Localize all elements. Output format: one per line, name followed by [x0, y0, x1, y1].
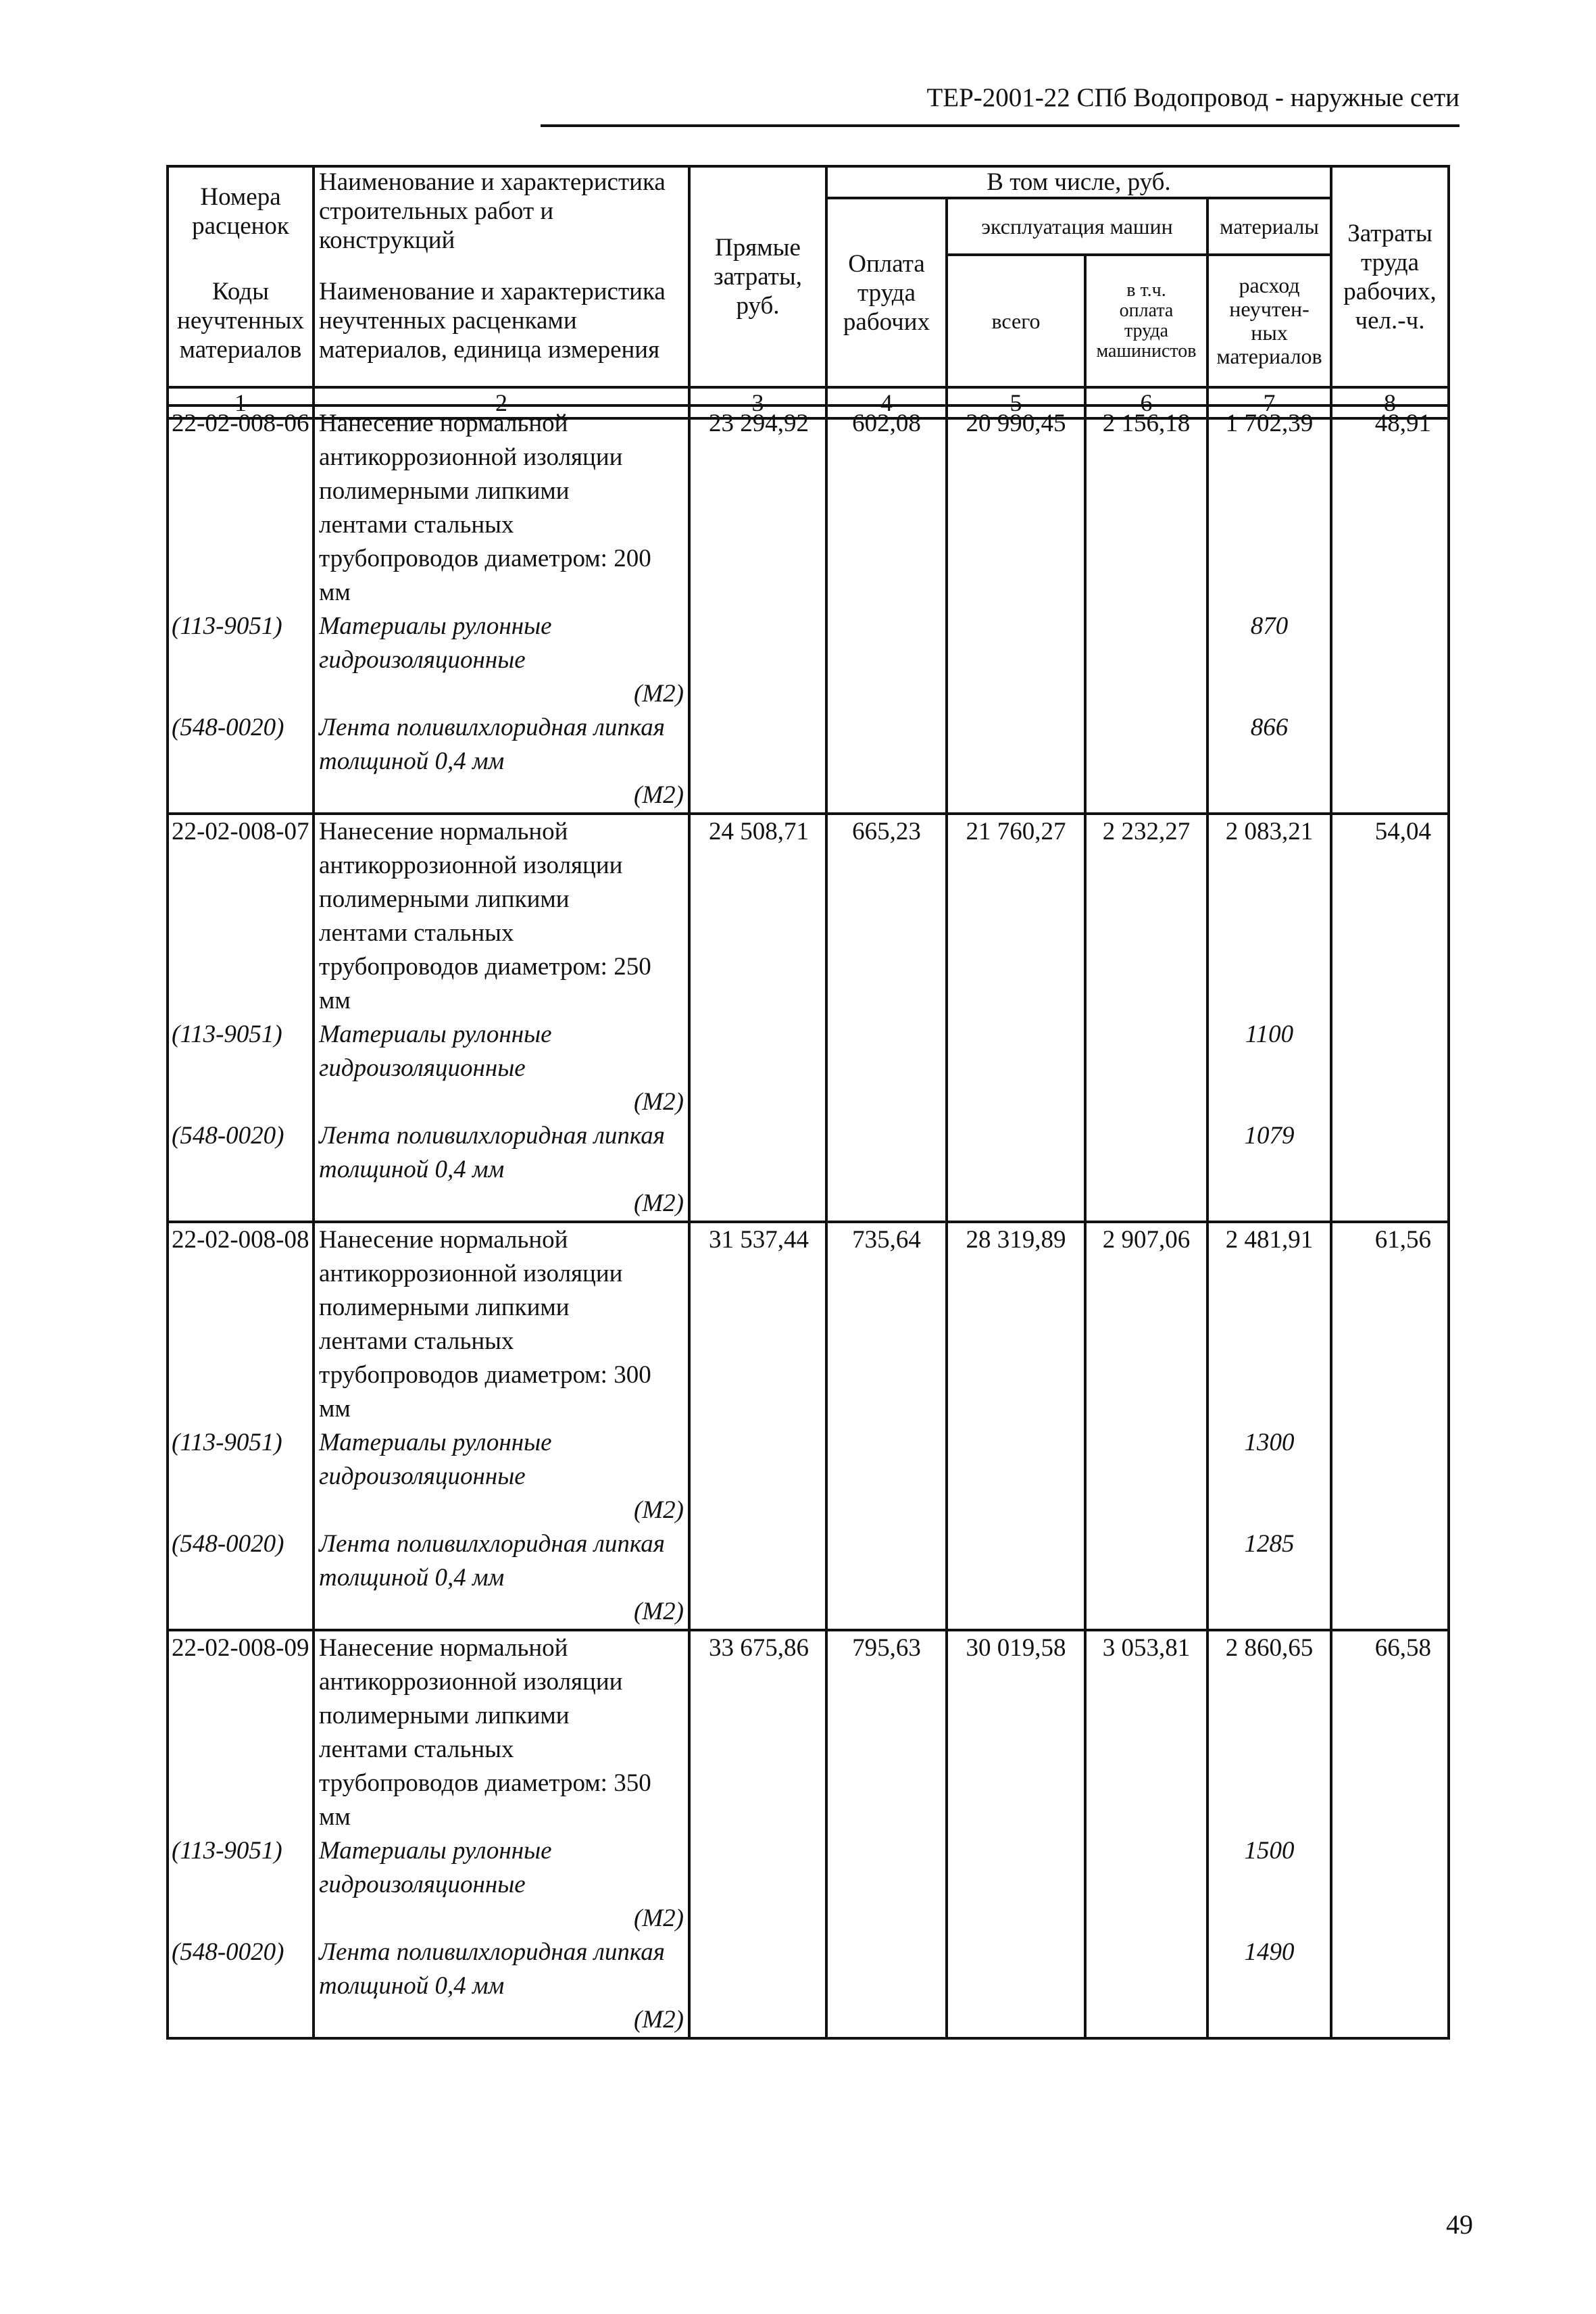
- labor-hours: 61,56: [1331, 1222, 1449, 1426]
- col6-header: в т.ч. оплата труда машинистов: [1085, 255, 1207, 387]
- col-number: 3: [689, 387, 826, 418]
- material-row: [168, 1426, 1449, 1527]
- direct-cost: 33 675,86: [689, 1630, 826, 1834]
- page-header: [541, 82, 1460, 127]
- col-number: 6: [1085, 387, 1207, 418]
- material-row: [168, 1936, 1449, 2038]
- rates-table: [166, 404, 1450, 2040]
- material-row: [168, 1834, 1449, 1936]
- machines-total: 28 319,89: [947, 1222, 1085, 1426]
- material-quantity: 1300: [1207, 1426, 1331, 1527]
- rate-code: 22-02-008-07: [168, 814, 314, 1018]
- material-name: Материалы рулонные гидроизоляционные (М2): [314, 610, 689, 711]
- materials-cost: 2 083,21: [1207, 814, 1331, 1018]
- document-title: ТЕР-2001-22 СПб Водопровод - наружные сети: [926, 83, 1460, 112]
- material-code: (113-9051): [168, 1834, 314, 1936]
- material-code: (548-0020): [168, 1936, 314, 2038]
- machines-header: эксплуатация машин: [947, 198, 1207, 255]
- table-row: [168, 1630, 1449, 1834]
- material-code: (548-0020): [168, 1119, 314, 1222]
- col8-header: Затраты труда рабочих, чел.-ч.: [1331, 166, 1449, 387]
- col4-header: Оплата труда рабочих: [826, 198, 947, 387]
- machines-total: 20 990,45: [947, 405, 1085, 610]
- material-row: [168, 1527, 1449, 1630]
- material-row: [168, 711, 1449, 814]
- col7-header: расход неучтен- ных материалов: [1207, 255, 1331, 387]
- labor-pay: 665,23: [826, 814, 947, 1018]
- material-row: [168, 1018, 1449, 1119]
- page-number: 49: [1446, 2209, 1473, 2240]
- direct-cost: 24 508,71: [689, 814, 826, 1018]
- rate-code: 22-02-008-09: [168, 1630, 314, 1834]
- direct-cost: 31 537,44: [689, 1222, 826, 1426]
- material-code: (113-9051): [168, 1426, 314, 1527]
- material-name: Лента поливилхлоридная липкая толщиной 0,4 мм (М2): [314, 1119, 689, 1222]
- labor-hours: 66,58: [1331, 1630, 1449, 1834]
- in-total-header: В том числе, руб.: [826, 166, 1331, 198]
- material-code: (113-9051): [168, 610, 314, 711]
- col-number: 8: [1331, 387, 1449, 418]
- material-name: Лента поливилхлоридная липкая толщиной 0,4 мм (М2): [314, 1527, 689, 1630]
- material-name: Материалы рулонные гидроизоляционные (М2): [314, 1018, 689, 1119]
- machines-total: 30 019,58: [947, 1630, 1085, 1834]
- material-quantity: 1490: [1207, 1936, 1331, 2038]
- col-number: 4: [826, 387, 947, 418]
- labor-pay: 602,08: [826, 405, 947, 610]
- material-row: [168, 1119, 1449, 1222]
- col1-top-header: Номера расценок: [168, 166, 314, 255]
- material-quantity: 1500: [1207, 1834, 1331, 1936]
- machines-total: 21 760,27: [947, 814, 1085, 1018]
- col3-header: Прямые затраты, руб.: [689, 166, 826, 387]
- material-quantity: 1079: [1207, 1119, 1331, 1222]
- materials-cost: 1 702,39: [1207, 405, 1331, 610]
- table-header: [166, 165, 1450, 420]
- machinist-pay: 2 156,18: [1085, 405, 1207, 610]
- table-row: [168, 1222, 1449, 1426]
- col-number: 7: [1207, 387, 1331, 418]
- material-quantity: 866: [1207, 711, 1331, 814]
- materials-header: материалы: [1207, 198, 1331, 255]
- direct-cost: 23 294,92: [689, 405, 826, 610]
- table-row: [168, 405, 1449, 610]
- col-number: 1: [168, 387, 314, 418]
- material-name: Материалы рулонные гидроизоляционные (М2): [314, 1834, 689, 1936]
- rate-code: 22-02-008-08: [168, 1222, 314, 1426]
- materials-cost: 2 860,65: [1207, 1630, 1331, 1834]
- material-code: (548-0020): [168, 1527, 314, 1630]
- labor-hours: 48,91: [1331, 405, 1449, 610]
- labor-hours: 54,04: [1331, 814, 1449, 1018]
- material-quantity: 870: [1207, 610, 1331, 711]
- material-quantity: 1285: [1207, 1527, 1331, 1630]
- materials-cost: 2 481,91: [1207, 1222, 1331, 1426]
- material-name: Лента поливилхлоридная липкая толщиной 0,4 мм (М2): [314, 1936, 689, 2038]
- col2-bottom-header: Наименование и характеристика неучтенных расценками материалов, единица измерения: [314, 255, 689, 387]
- col-number: 2: [314, 387, 689, 418]
- material-row: [168, 610, 1449, 711]
- col2-top-header: Наименование и характеристика строительных работ и конструкций: [314, 166, 689, 255]
- rate-description: Нанесение нормальной антикоррозионной изоляции полимерными липкими лентами стальных трубопроводов диаметром: 350 мм: [314, 1630, 689, 1834]
- rate-code: 22-02-008-06: [168, 405, 314, 610]
- labor-pay: 735,64: [826, 1222, 947, 1426]
- rate-description: Нанесение нормальной антикоррозионной изоляции полимерными липкими лентами стальных трубопроводов диаметром: 250 мм: [314, 814, 689, 1018]
- col1-bottom-header: Коды неучтенных материалов: [168, 255, 314, 387]
- labor-pay: 795,63: [826, 1630, 947, 1834]
- material-name: Материалы рулонные гидроизоляционные (М2): [314, 1426, 689, 1527]
- machinist-pay: 2 232,27: [1085, 814, 1207, 1018]
- machinist-pay: 3 053,81: [1085, 1630, 1207, 1834]
- material-quantity: 1100: [1207, 1018, 1331, 1119]
- table-row: [168, 814, 1449, 1018]
- rate-description: Нанесение нормальной антикоррозионной изоляции полимерными липкими лентами стальных трубопроводов диаметром: 300 мм: [314, 1222, 689, 1426]
- material-code: (548-0020): [168, 711, 314, 814]
- col-number: 5: [947, 387, 1085, 418]
- rate-description: Нанесение нормальной антикоррозионной изоляции полимерными липкими лентами стальных трубопроводов диаметром: 200 мм: [314, 405, 689, 610]
- machinist-pay: 2 907,06: [1085, 1222, 1207, 1426]
- col5-header: всего: [947, 255, 1085, 387]
- material-name: Лента поливилхлоридная липкая толщиной 0,4 мм (М2): [314, 711, 689, 814]
- material-code: (113-9051): [168, 1018, 314, 1119]
